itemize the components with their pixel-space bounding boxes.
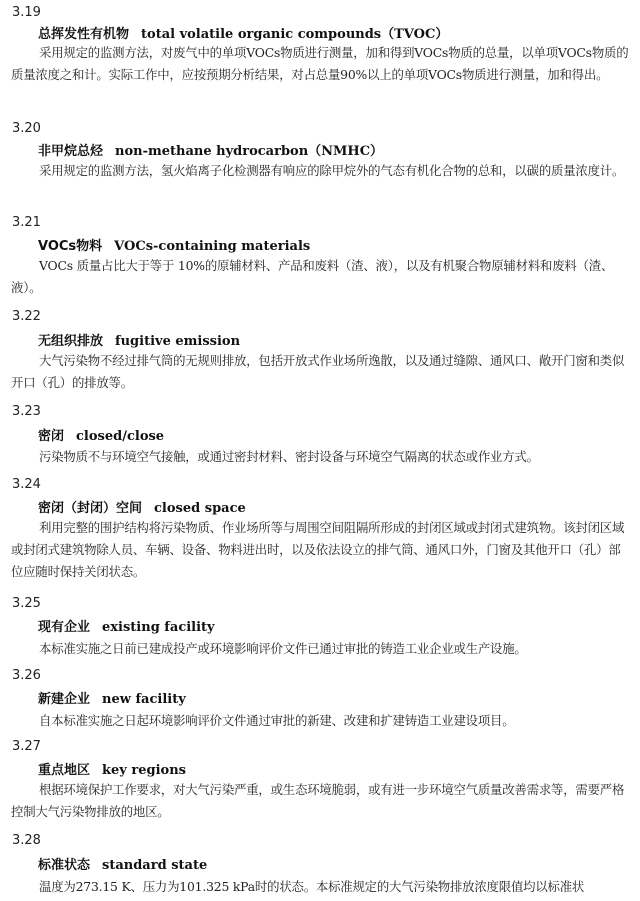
term-chinese: 非甲烷总烃 [38, 144, 104, 159]
term-definition: 根据环境保护工作要求，对大气污染严重，或生态环境脆弱，或有进一步环境空气质量改善需求等，需要严格控制大气污染物排放的地区。 [11, 782, 625, 819]
term-chinese: 无组织排放 [38, 334, 104, 349]
clause-number: 3.19 [12, 5, 41, 20]
term-definition: 利用完整的围护结构将污染物质、作业场所等与周围空间阻隔所形成的封闭区域或封闭式建筑物。该封闭区域或封闭式建筑物除人员、车辆、设备、物料进出时，以及依法设立的排气筒、通风口外，门窗及其他开口（孔）部位应随时保持关闭状态。 [11, 520, 625, 579]
term-english: standard state [102, 858, 208, 873]
term-english: existing facility [102, 620, 215, 635]
term-definition: 温度为273.15 K、压力为101.325 kPa时的状态。本标准规定的大气污染物排放浓度限值均以标准状 [39, 879, 585, 894]
term-english: new facility [102, 692, 186, 707]
clause-number: 3.20 [12, 121, 41, 136]
term-chinese: 现有企业 [38, 620, 91, 635]
term-definition: 采用规定的监测方法，氢火焰离子化检测器有响应的除甲烷外的气态有机化合物的总和，以碳的质量浓度计。 [39, 163, 625, 178]
term-heading [38, 238, 310, 255]
term-definition: 采用规定的监测方法，对废气中的单项VOCs物质进行测量，加和得到VOCs物质的总量，以单项VOCs物质的质量浓度之和计。实际工作中，应按预期分析结果，对占总量90%以上的单项VOCs物质进行测量，加和得出。 [11, 45, 629, 82]
term-chinese: 密闭 [38, 429, 65, 444]
term-chinese: 新建企业 [38, 692, 91, 707]
term-heading [38, 428, 164, 445]
term-definition: 自本标准实施之日起环境影响评价文件通过审批的新建、改建和扩建铸造工业建设项目。 [39, 713, 515, 728]
term-chinese: VOCs物料 [38, 239, 103, 254]
term-heading [38, 500, 246, 517]
clause-number: 3.24 [12, 477, 41, 492]
term-definition: VOCs 质量占比大于等于 10%的原辅材料、产品和废料（渣、液），以及有机聚合物原辅材料和废料（渣、液）。 [11, 258, 614, 295]
term-english: closed/close [76, 429, 165, 444]
term-heading [38, 857, 207, 874]
clause-number: 3.22 [12, 309, 41, 324]
term-english: closed space [154, 501, 246, 516]
term-chinese: 重点地区 [38, 763, 91, 778]
clause-number: 3.27 [12, 739, 41, 754]
term-english: key regions [102, 763, 186, 778]
term-english: VOCs-containing materials [114, 239, 311, 254]
term-chinese: 总挥发性有机物 [38, 27, 130, 42]
term-definition: 本标准实施之日前已建成投产或环境影响评价文件已通过审批的铸造工业企业或生产设施。 [39, 641, 527, 656]
term-heading [38, 26, 448, 43]
term-heading [38, 619, 215, 636]
clause-number: 3.25 [12, 596, 41, 611]
term-chinese: 密闭（封闭）空间 [38, 501, 143, 516]
term-chinese: 标准状态 [38, 858, 91, 873]
clause-number: 3.21 [12, 215, 41, 230]
term-english: non-methane hydrocarbon（NMHC） [115, 144, 384, 159]
term-heading [38, 691, 186, 708]
term-heading [38, 762, 186, 779]
term-heading [38, 143, 383, 160]
term-definition: 污染物质不与环境空气接触，或通过密封材料、密封设备与环境空气隔离的状态或作业方式。 [39, 449, 539, 464]
term-definition: 大气污染物不经过排气筒的无规则排放，包括开放式作业场所逸散，以及通过缝隙、通风口、敞开门窗和类似开口（孔）的排放等。 [11, 353, 625, 390]
term-english: total volatile organic compounds（TVOC） [141, 27, 449, 42]
clause-number: 3.26 [12, 668, 41, 683]
clause-number: 3.23 [12, 404, 41, 419]
clause-number: 3.28 [12, 833, 41, 848]
term-english: fugitive emission [115, 334, 241, 349]
term-heading [38, 333, 240, 350]
